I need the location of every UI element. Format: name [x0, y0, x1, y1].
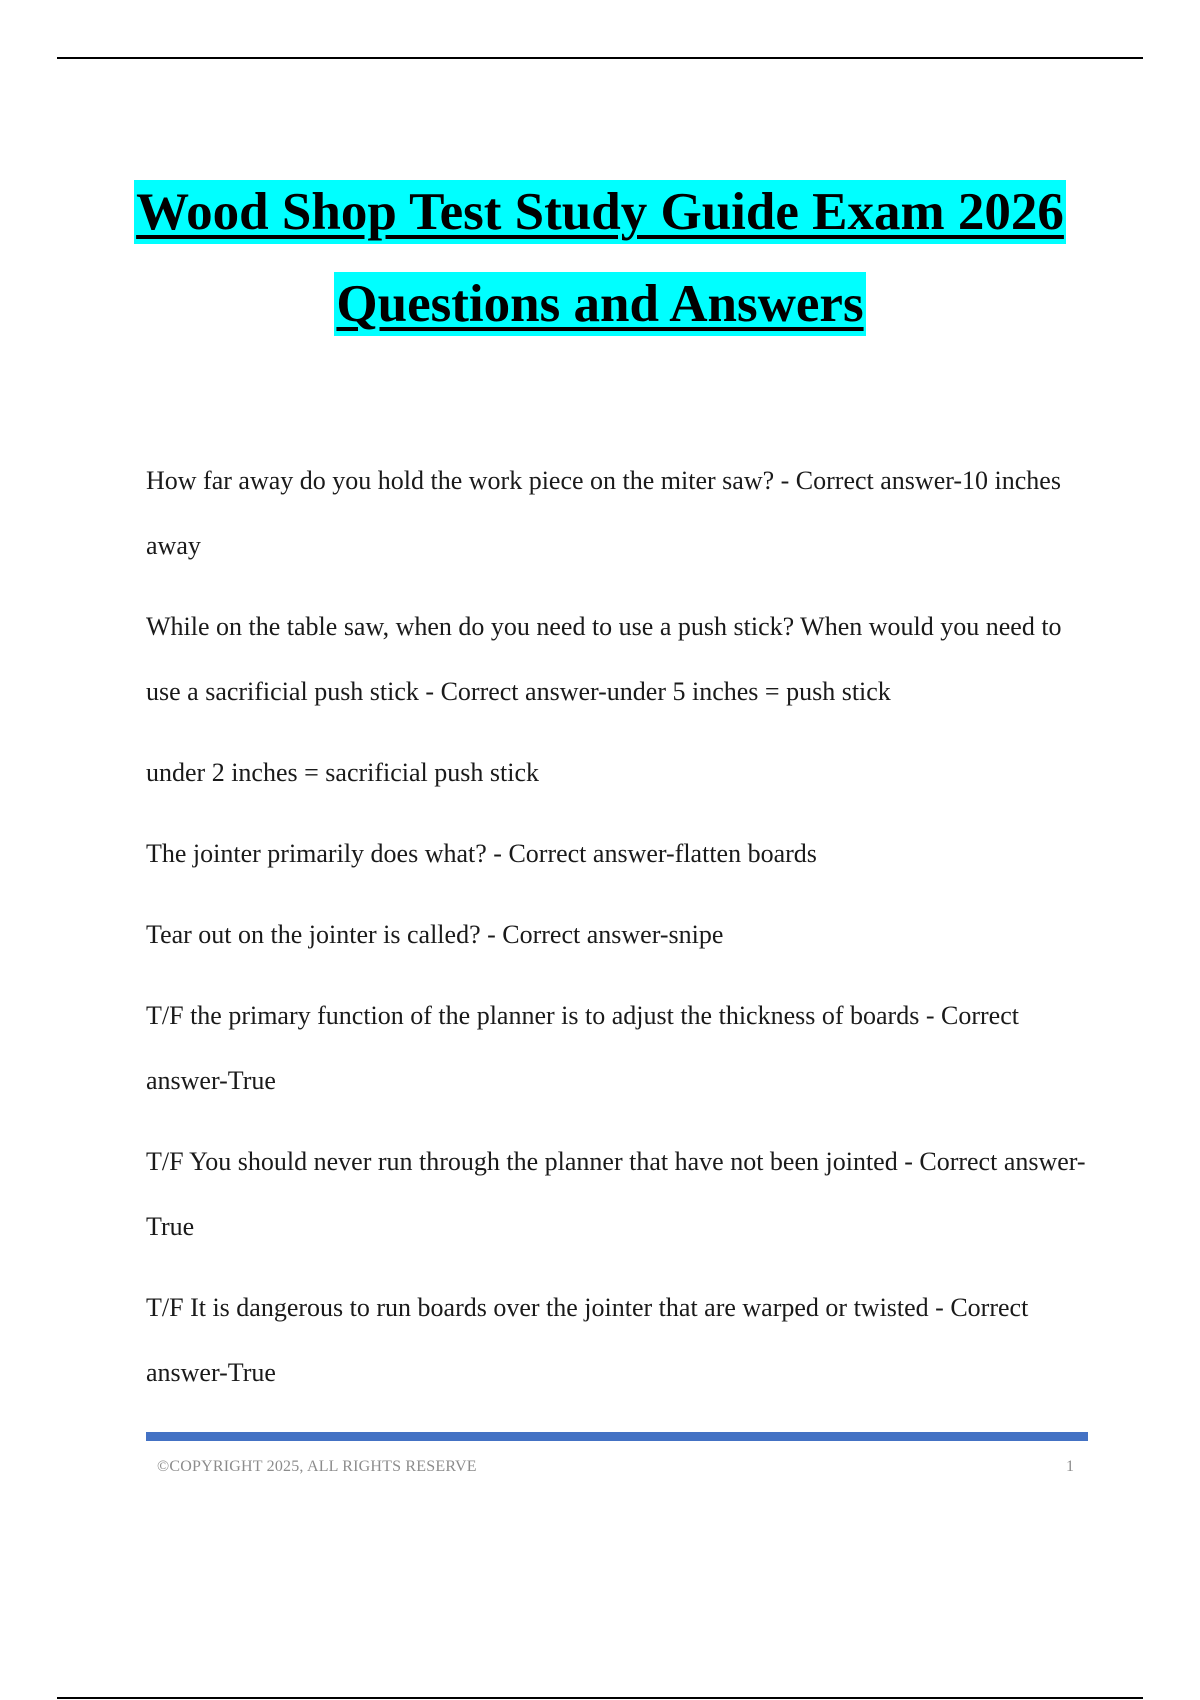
page-number: 1: [1066, 1458, 1074, 1475]
qa-item-2-continued: under 2 inches = sacrificial push stick: [146, 758, 539, 787]
qa-item-7: T/F It is dangerous to run boards over the jointer that are warped or twisted - Correct answer-True: [146, 1293, 1029, 1387]
bottom-rule: [57, 1697, 1143, 1699]
qa-item-3: The jointer primarily does what? - Correct answer-flatten boards: [146, 839, 817, 868]
title-line-1: Wood Shop Test Study Guide Exam 2026: [134, 180, 1066, 244]
footer-bar: [146, 1432, 1088, 1441]
qa-item-1: How far away do you hold the work piece on the miter saw? - Correct answer-10 inches away: [146, 466, 1061, 560]
qa-item-6: T/F You should never run through the planner that have not been jointed - Correct answer-True: [146, 1147, 1086, 1241]
qa-item-5: T/F the primary function of the planner is to adjust the thickness of boards - Correct answer-True: [146, 1001, 1019, 1095]
qa-list: [146, 448, 1086, 1421]
top-rule: [57, 57, 1143, 59]
qa-item-4: Tear out on the jointer is called? - Correct answer-snipe: [146, 920, 724, 949]
title-line-2: Questions and Answers: [334, 272, 865, 336]
document-title: [0, 180, 1200, 336]
footer-copyright: ©COPYRIGHT 2025, ALL RIGHTS RESERVE: [157, 1458, 477, 1475]
qa-item-2: While on the table saw, when do you need to use a push stick? When would you need to use a sacrificial push stick - Correct answer-under 5 inches = push stick: [146, 612, 1062, 706]
